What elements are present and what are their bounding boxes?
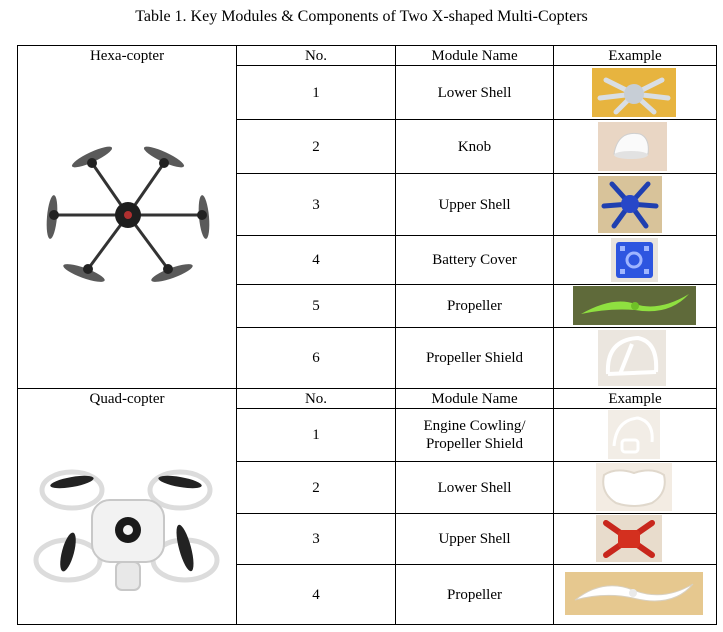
hexa-label: Hexa-copter	[89, 48, 165, 64]
row-module-name: Propeller	[447, 586, 502, 603]
row-no: 3	[312, 531, 320, 547]
row-no: 2	[312, 138, 320, 155]
table-caption: Table 1. Key Modules & Components of Two X-shaped Multi-Copters	[135, 8, 588, 25]
row-no: 2	[312, 479, 320, 496]
example-lower-shell-image	[592, 68, 676, 117]
example-battery-cover-image	[611, 238, 658, 282]
row-module-name	[396, 409, 553, 461]
table-border-bottom	[17, 624, 716, 625]
row-module-name: Propeller	[447, 298, 502, 314]
example-upper-shell-image	[598, 176, 662, 233]
example-knob-image	[598, 122, 667, 171]
example-propeller-shield-image	[598, 330, 666, 386]
row-module-name: Lower Shell	[437, 479, 512, 496]
example-lower-shell-quad-image	[596, 463, 672, 511]
header-module-name: Module Name	[431, 48, 518, 64]
row-no: 1	[312, 84, 320, 101]
row-module-name: Upper Shell	[438, 196, 511, 213]
example-upper-shell-quad-image	[596, 515, 662, 562]
header-no: No.	[304, 48, 328, 64]
quad-copter-image	[30, 440, 225, 615]
row-module-name: Propeller Shield	[425, 350, 524, 366]
row-no: 4	[312, 586, 320, 603]
table-border-left	[17, 45, 18, 625]
section-divider	[17, 388, 716, 389]
module-name-line: Engine Cowling/	[423, 418, 526, 434]
header-no: No.	[304, 391, 328, 407]
quad-label: Quad-copter	[89, 391, 165, 407]
example-propeller-quad-image	[565, 572, 703, 615]
column-divider	[553, 45, 554, 625]
table-border-top	[17, 45, 716, 46]
example-propeller-image	[573, 286, 696, 325]
row-module-name: Upper Shell	[438, 531, 511, 547]
header-module-name: Module Name	[431, 391, 518, 407]
row-module-name: Battery Cover	[432, 252, 517, 268]
module-name-line: Propeller Shield	[425, 436, 524, 452]
table-border-right	[716, 45, 717, 625]
row-module-name: Knob	[457, 138, 492, 155]
row-no: 6	[312, 350, 320, 366]
header-example: Example	[608, 48, 662, 64]
header-example: Example	[608, 391, 662, 407]
row-no: 1	[312, 427, 320, 443]
row-no: 4	[312, 252, 320, 268]
row-module-name: Lower Shell	[437, 84, 512, 101]
example-engine-cowling-image	[608, 410, 660, 459]
row-no: 5	[312, 298, 320, 314]
hexa-copter-image	[40, 135, 220, 295]
row-no: 3	[312, 196, 320, 213]
